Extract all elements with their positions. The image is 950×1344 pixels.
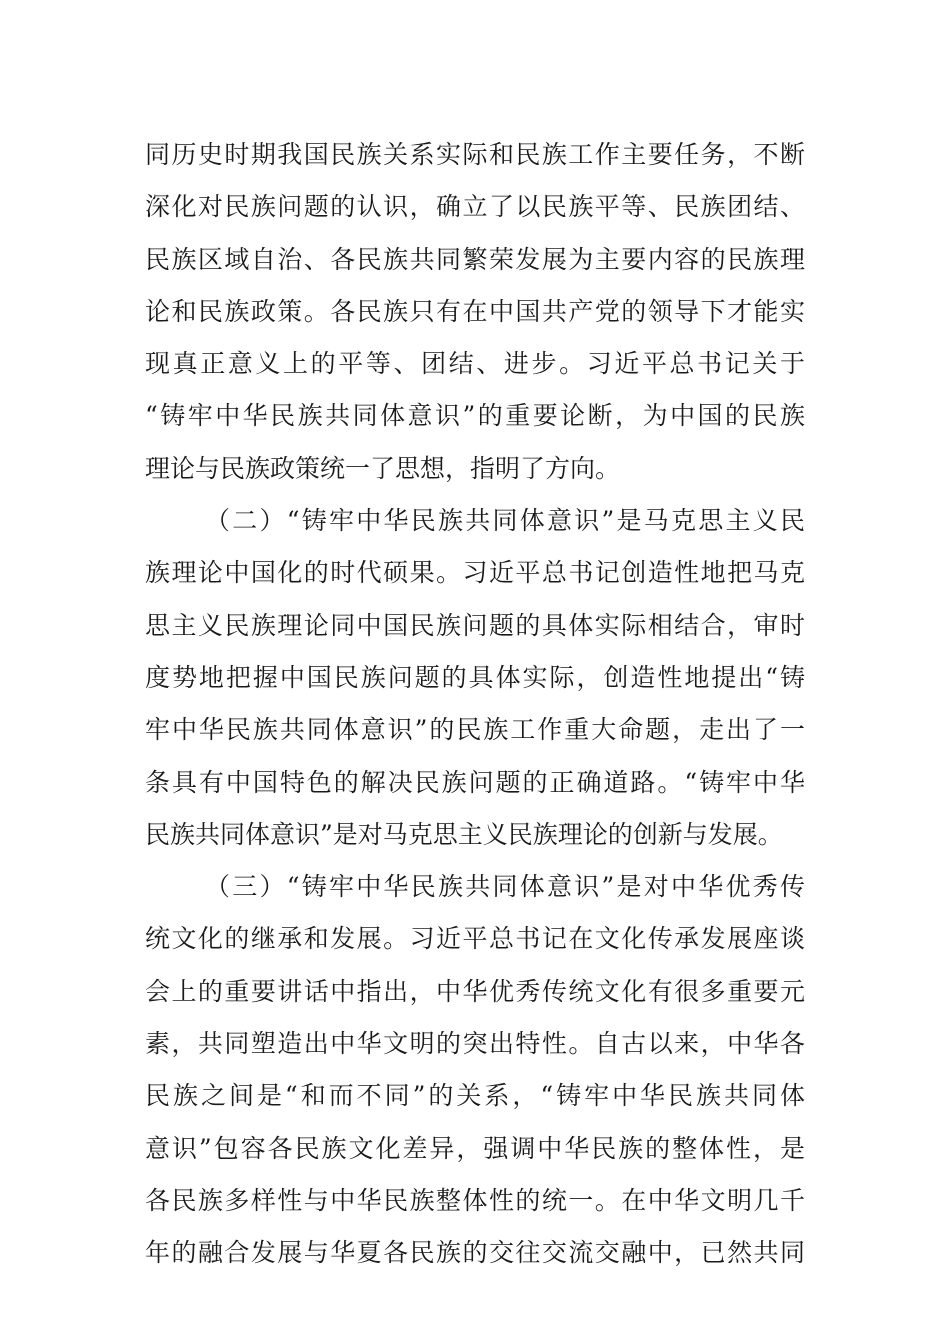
- text-line: 牢中华民族共同体意识”的民族工作重大命题，走出了一: [145, 715, 805, 745]
- text-line: 民族区域自治、各民族共同繁荣发展为主要内容的民族理: [145, 244, 805, 274]
- section-heading-line: （三）“铸牢中华民族共同体意识”是对中华优秀传: [205, 872, 805, 902]
- text-line: 深化对民族问题的认识，确立了以民族平等、民族团结、: [145, 192, 805, 222]
- text-line: 条具有中国特色的解决民族问题的正确道路。“铸牢中华: [145, 767, 805, 797]
- text-line: 族理论中国化的时代硕果。习近平总书记创造性地把马克: [145, 558, 805, 588]
- text-line: 理论与民族政策统一了思想，指明了方向。: [145, 453, 621, 483]
- text-line: 论和民族政策。各民族只有在中国共产党的领导下才能实: [145, 296, 805, 326]
- text-line: 会上的重要讲话中指出，中华优秀传统文化有很多重要元: [145, 976, 805, 1006]
- text-line: 统文化的继承和发展。习近平总书记在文化传承发展座谈: [145, 924, 805, 954]
- text-line: 素，共同塑造出中华文明的突出特性。自古以来，中华各: [145, 1029, 805, 1059]
- text-line: 各民族多样性与中华民族整体性的统一。在中华文明几千: [145, 1185, 805, 1215]
- text-line: 年的融合发展与华夏各民族的交往交流交融中，已然共同: [145, 1238, 805, 1268]
- text-line: 民族共同体意识”是对马克思主义民族理论的创新与发展。: [145, 819, 783, 849]
- text-line: 同历史时期我国民族关系实际和民族工作主要任务，不断: [145, 140, 805, 169]
- text-line: “铸牢中华民族共同体意识”的重要论断，为中国的民族: [145, 401, 805, 431]
- text-line: 思主义民族理论同中国民族问题的具体实际相结合，审时: [145, 610, 805, 640]
- text-line: 民族之间是“和而不同”的关系，“铸牢中华民族共同体: [145, 1081, 805, 1111]
- text-line: 意识”包容各民族文化差异，强调中华民族的整体性，是: [145, 1133, 805, 1163]
- text-line: 现真正意义上的平等、团结、进步。习近平总书记关于: [145, 349, 805, 379]
- section-heading-line: （二）“铸牢中华民族共同体意识”是马克思主义民: [205, 506, 805, 536]
- text-line: 度势地把握中国民族问题的具体实际，创造性地提出“铸: [145, 662, 805, 692]
- body-text: [145, 129, 805, 1280]
